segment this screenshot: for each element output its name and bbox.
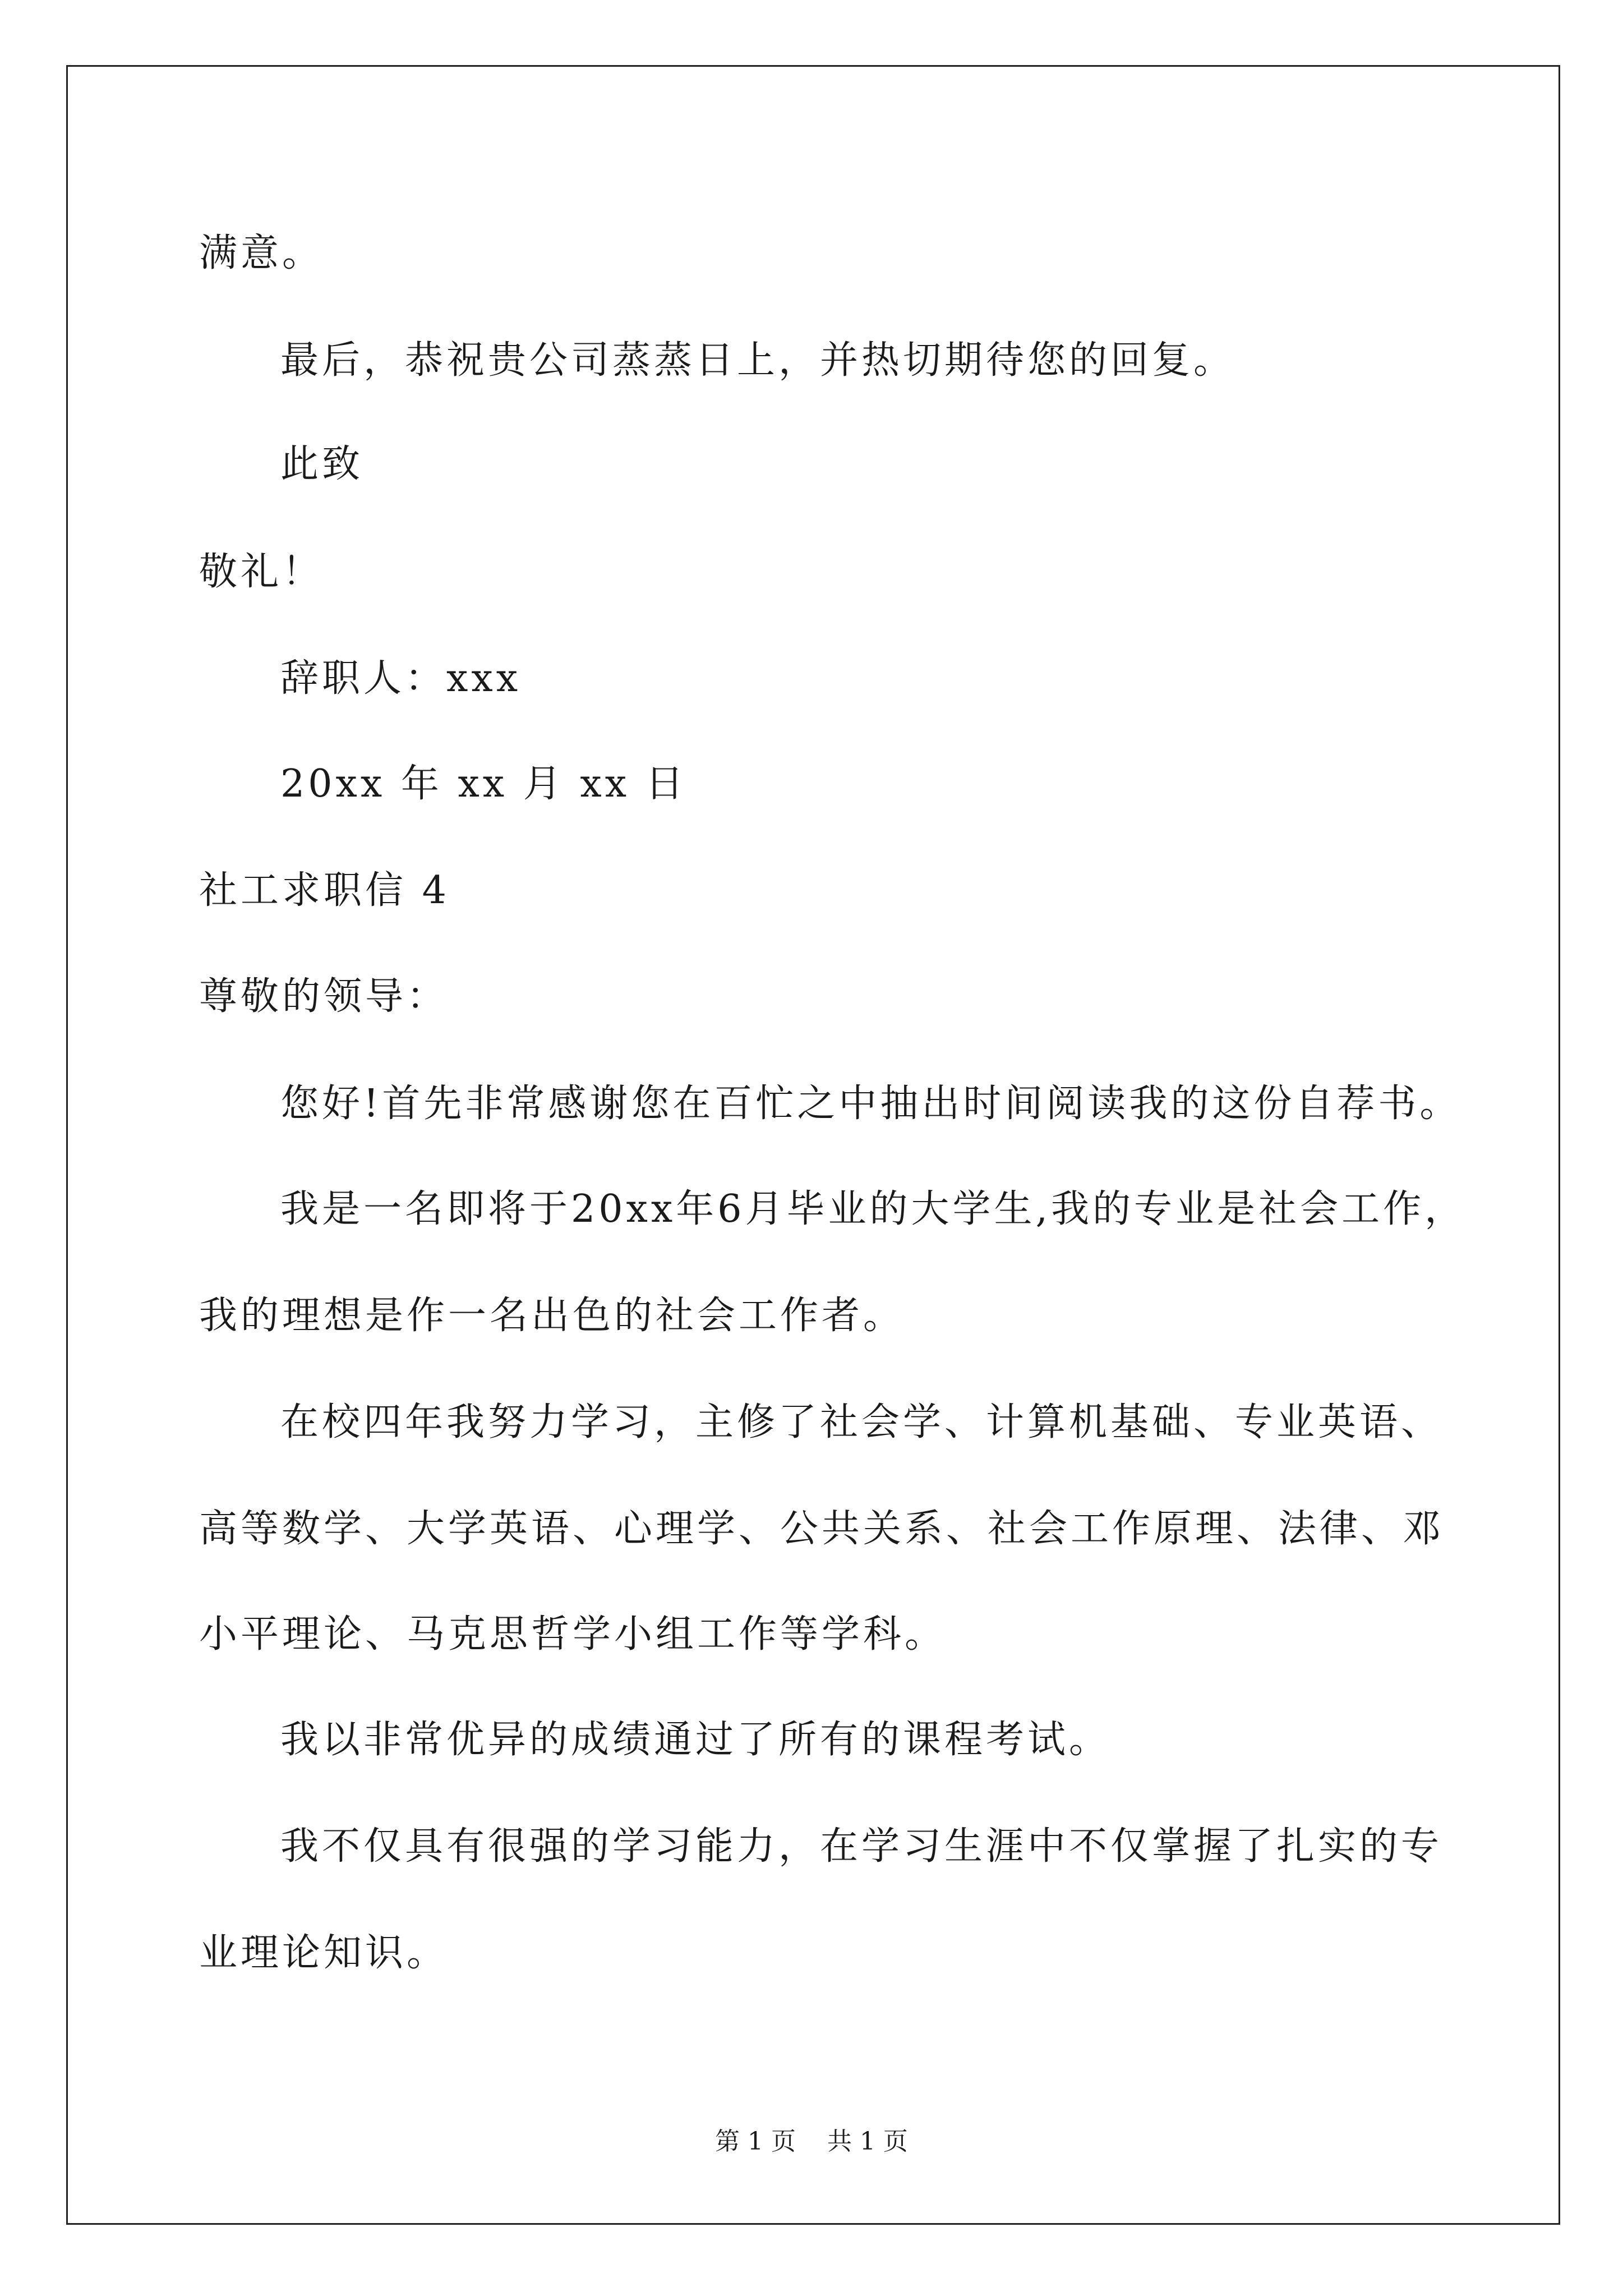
text-line-11: 我的理想是作一名出色的社会工作者。 bbox=[199, 1294, 905, 1338]
text-line-14: 小平理论、马克思哲学小组工作等学科。 bbox=[199, 1612, 947, 1657]
text-line-2: 最后，恭祝贵公司蒸蒸日上，并热切期待您的回复。 bbox=[280, 338, 1235, 383]
text-line-17: 业理论知识。 bbox=[199, 1931, 449, 1975]
signature-date: 20xx 年 xx 月 xx 日 bbox=[280, 762, 687, 806]
text-line-15: 我以非常优异的成绩通过了所有的课程考试。 bbox=[280, 1718, 1111, 1762]
salutation-regards: 敬礼！ bbox=[199, 550, 324, 594]
page-frame bbox=[66, 65, 1560, 2225]
text-line-9: 您好!首先非常感谢您在百忙之中抽出时间阅读我的这份自荐书。 bbox=[280, 1082, 1461, 1126]
text-line-10: 我是一名即将于20xx年6月毕业的大学生,我的专业是社会工作， bbox=[280, 1187, 1467, 1231]
text-line-1: 满意。 bbox=[199, 231, 324, 275]
text-line-12: 在校四年我努力学习，主修了社会学、计算机基础、专业英语、 bbox=[280, 1400, 1443, 1444]
greeting: 尊敬的领导： bbox=[199, 974, 449, 1019]
section-title: 社工求职信 4 bbox=[199, 868, 450, 913]
page-footer: 第 1 页 共 1 页 bbox=[715, 2127, 908, 2156]
text-line-16: 我不仅具有很强的学习能力，在学习生涯中不仅掌握了扎实的专 bbox=[280, 1824, 1443, 1869]
salutation-closing: 此致 bbox=[280, 442, 364, 486]
signature-name: 辞职人：xxx bbox=[280, 656, 522, 701]
text-line-13: 高等数学、大学英语、心理学、公共关系、社会工作原理、法律、邓 bbox=[199, 1507, 1445, 1551]
